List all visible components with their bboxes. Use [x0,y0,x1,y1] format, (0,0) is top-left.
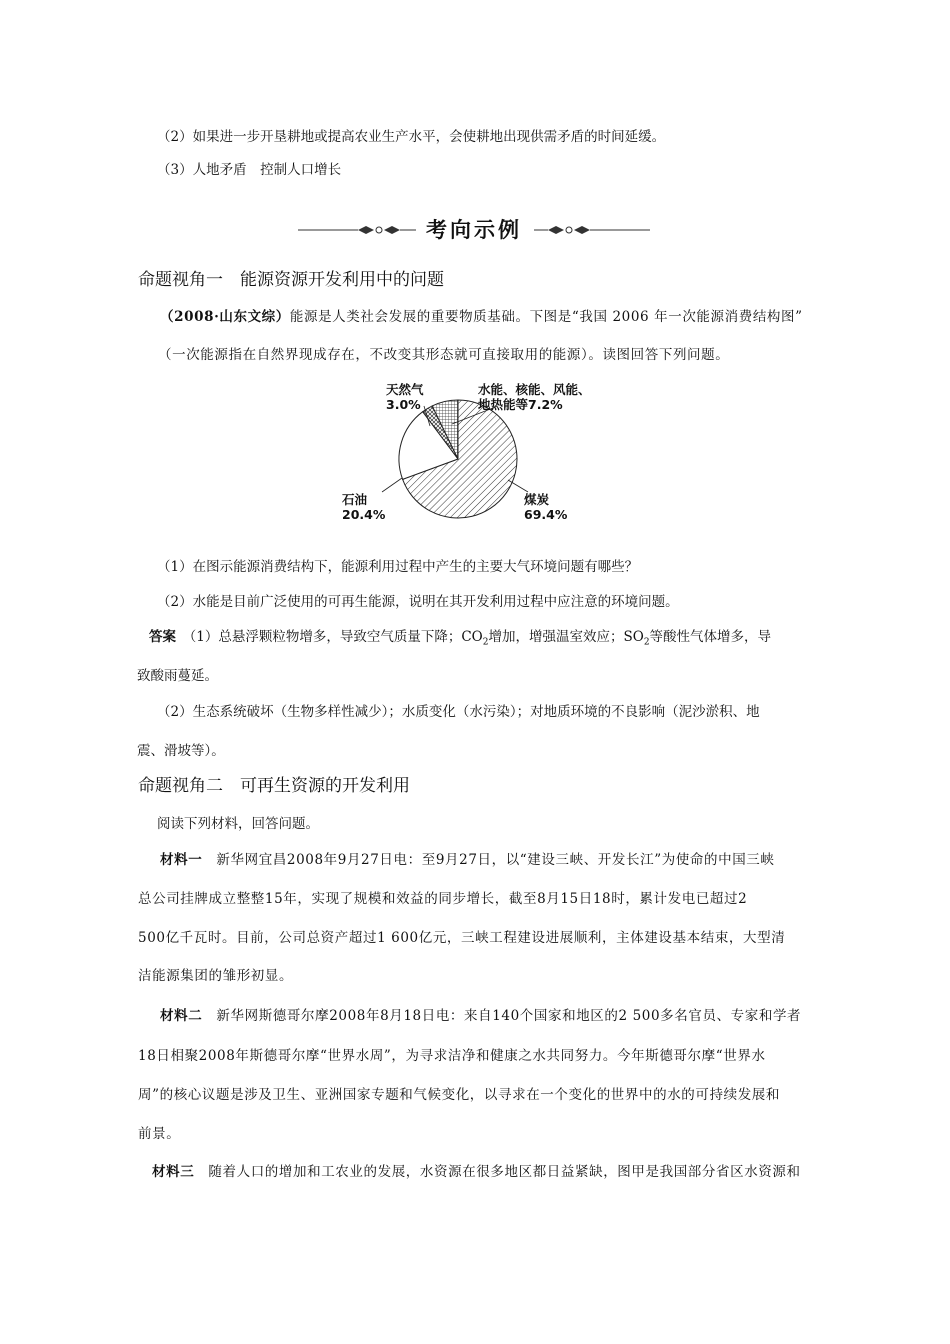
material3-text1: 随着人口的增加和工农业的发展，水资源在很多地区都日益紧缺，图甲是我国部分省区水资源和 [194,1164,801,1180]
material1-line4: 洁能源集团的雏形初显。 [138,968,294,984]
material1-line3: 500亿千瓦时。目前，公司总资产超过1 600亿元，三峡工程建设进展顺利，主体建设基本结束，大型清 [138,930,786,946]
pie-label-oil-value: 20.4% [342,507,386,522]
pie-label-coal-name: 煤炭 [524,492,550,507]
pie-chart [340,380,630,530]
pie-label-gas-name: 天然气 [386,382,424,397]
section2-heading: 命题视角二 可再生资源的开发利用 [138,776,410,796]
section-banner [298,218,650,242]
answer-line-2: （2）如果进一步开垦耕地或提高农业生产水平，会使耕地出现供需矛盾的时间延缓。 [157,129,666,145]
material1-label: 材料一 [160,852,203,868]
answer-1-part1: （1）总悬浮颗粒物增多，导致空气质量下降；CO [176,629,483,645]
question-2: （2）水能是目前广泛使用的可再生能源，说明在其开发利用过程中应注意的环境问题。 [157,594,679,610]
pie-label-hydro [478,382,591,412]
material2-line1 [160,1010,801,1024]
pie-label-gas-value: 3.0% [386,397,421,412]
answer-2: （2）生态系统破坏（生物多样性减少）；水质变化（水污染）；对地质环境的不良影响（泥沙淤积、地 [157,704,760,720]
answer-1-cont: 致酸雨蔓延。 [137,668,218,684]
answer-1-part3: 等酸性气体增多，导 [649,629,772,645]
material1-line1 [160,854,775,868]
pie-label-gas [386,382,424,412]
section1-heading: 命题视角一 能源资源开发利用中的问题 [138,270,444,290]
pie-label-hydro-line2: 地热能等7.2% [478,397,563,412]
material2-line3: 周”的核心议题是涉及卫生、亚洲国家专题和气候变化，以寻求在一个变化的世界中的水的可持续发展和 [138,1087,780,1103]
pie-label-oil-name: 石油 [342,492,368,507]
material1-line2: 总公司挂牌成立整整15年，实现了规模和效益的同步增长，截至8月15日18时，累计发电已超过2 [138,891,748,907]
question-intro-2: （一次能源指在自然界现成存在，不改变其形态就可直接取用的能源）。读图回答下列问题。 [158,347,730,363]
question-source: （2008·山东文综） [160,309,290,325]
answer-1 [149,631,771,648]
pie-label-coal [524,492,567,522]
section2-intro: 阅读下列材料，回答问题。 [157,816,319,832]
material2-text1: 新华网斯德哥尔摩2008年8月18日电：来自140个国家和地区的2 500多名官员、专家和学者 [202,1008,802,1024]
leader-line-oil [382,478,402,492]
material1-text1: 新华网宜昌2008年9月27日电：至9月27日，以“建设三峡、开发长江”为使命的中国三峡 [202,852,775,868]
pie-label-oil [342,492,385,522]
answer-line-3: （3）人地矛盾 控制人口增长 [157,162,342,178]
material2-line2: 18日相聚2008年斯德哥尔摩“世界水周”，为寻求洁净和健康之水共同努力。今年斯德哥尔摩“世界水 [138,1048,766,1064]
material3-label: 材料三 [152,1164,195,1180]
pie-label-coal-value: 69.4% [524,507,568,522]
question-intro-1 [160,311,803,325]
answer-2-cont: 震、滑坡等）。 [137,743,225,759]
material2-line4: 前景。 [138,1126,181,1142]
banner-title: 考向示例 [426,218,522,242]
intro-text-1: 能源是人类社会发展的重要物质基础。下图是“我国 2006 年一次能源消费结构图” [289,309,803,325]
material2-label: 材料二 [160,1008,203,1024]
answer-label: 答案 [149,629,176,645]
so2-subscript: 2 [643,637,650,648]
answer-1-part2: 增加，增强温室效应；SO [488,629,644,645]
co2-subscript: 2 [482,637,489,648]
question-1: （1）在图示能源消费结构下，能源利用过程中产生的主要大气环境问题有哪些？ [157,559,639,575]
pie-label-hydro-line1: 水能、核能、风能、 [478,382,591,397]
material3-line1 [152,1166,801,1180]
